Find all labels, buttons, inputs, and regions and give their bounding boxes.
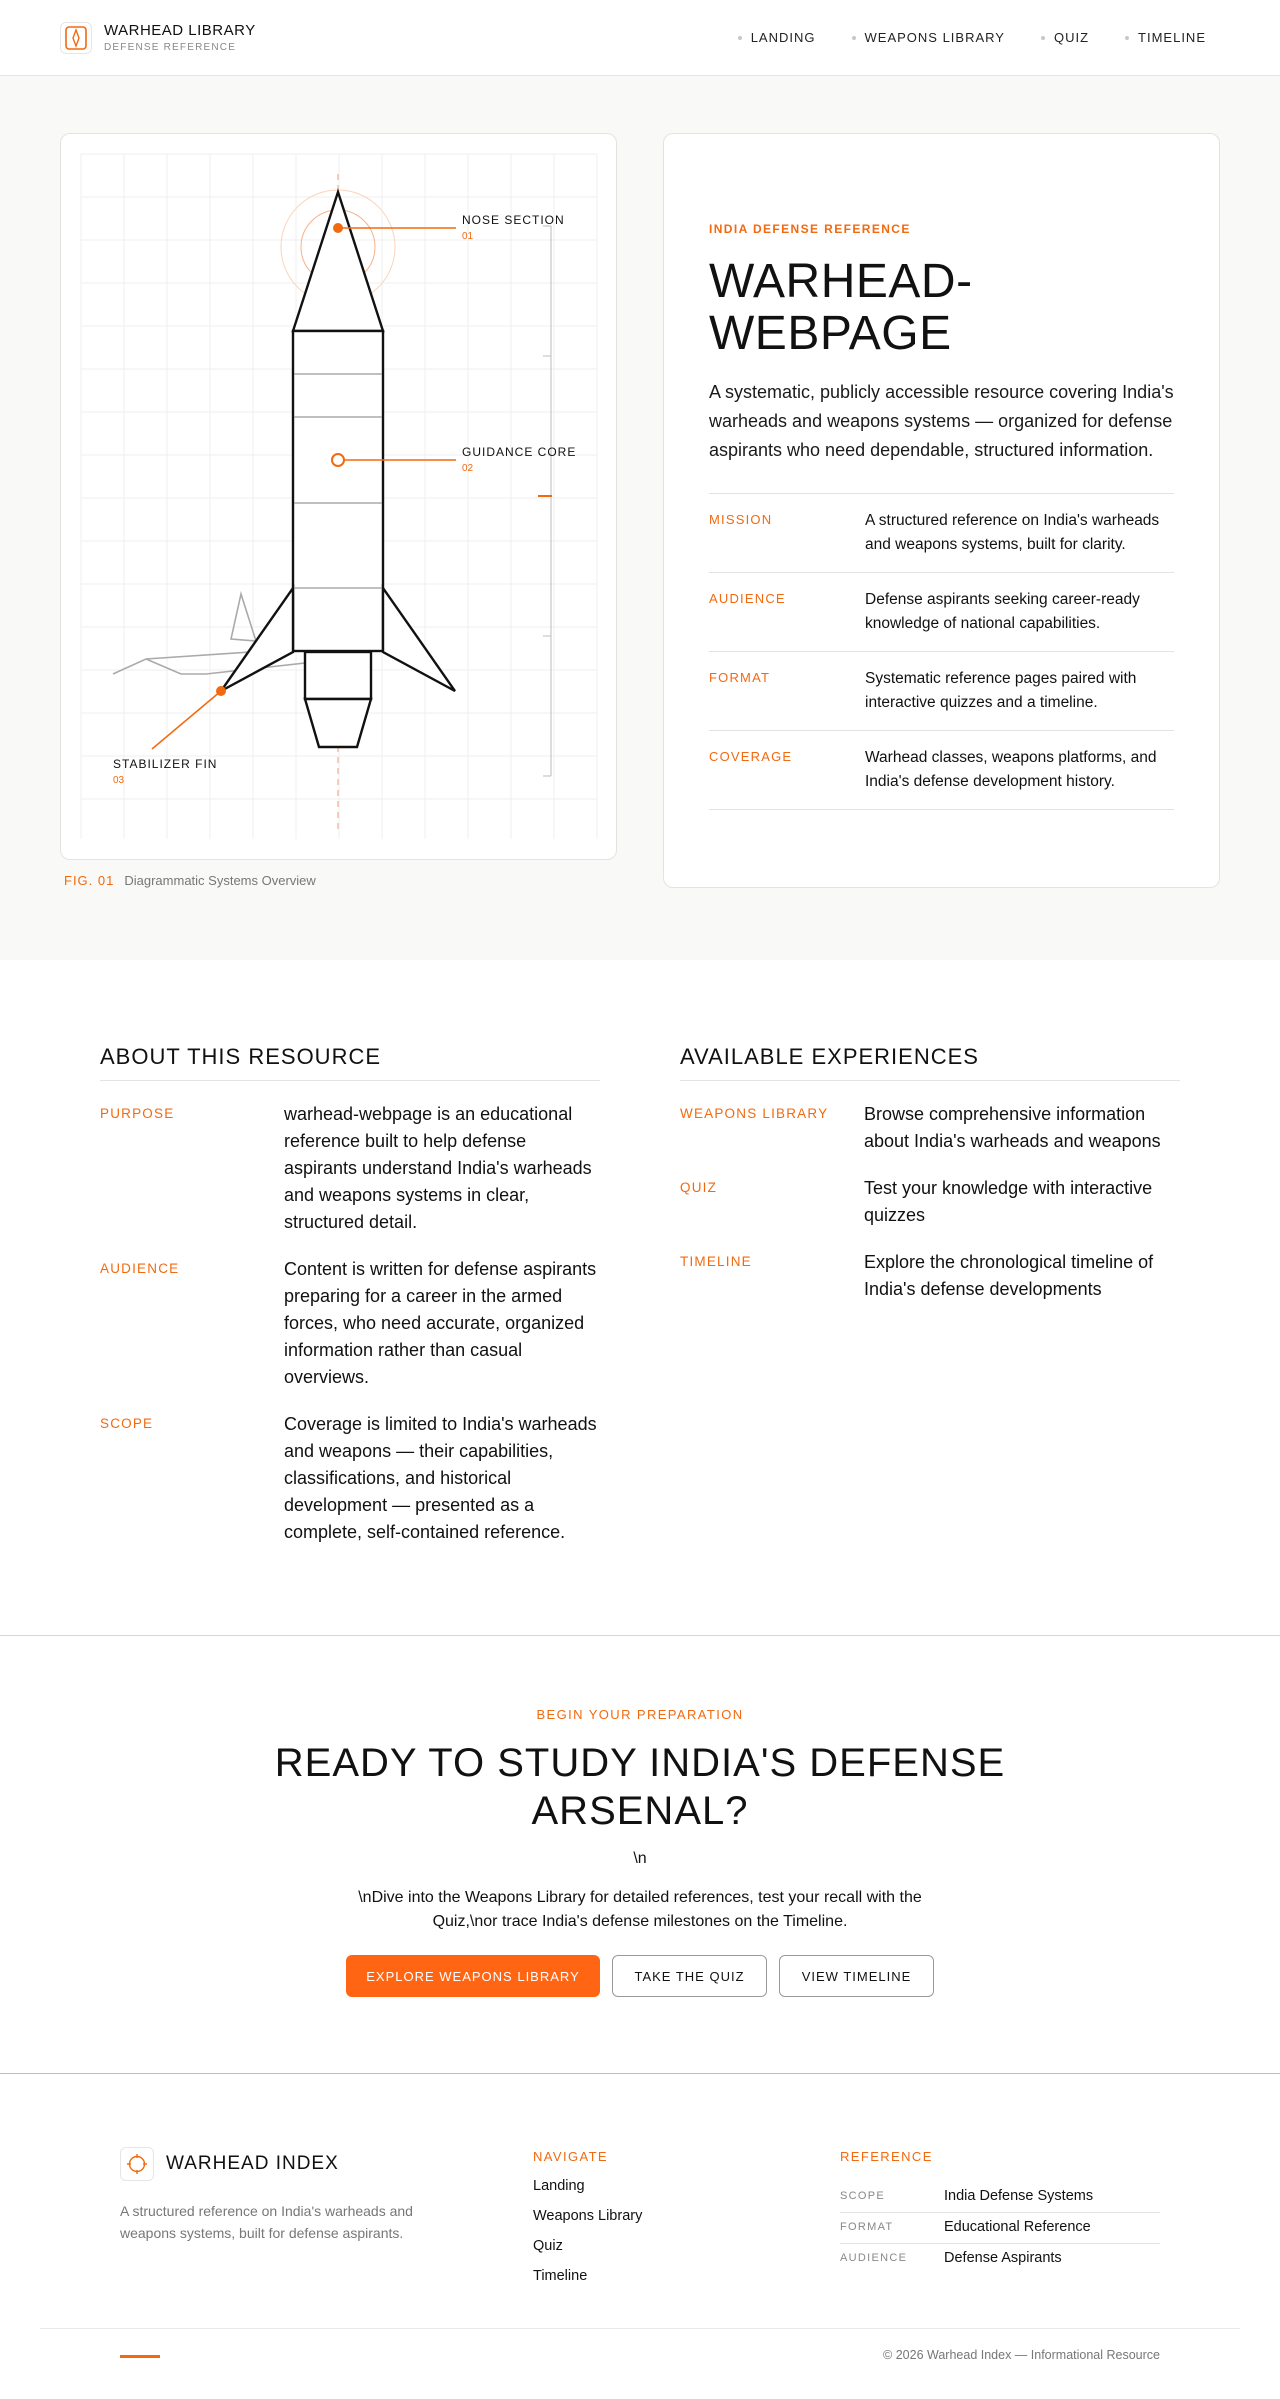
experiences-column [680,1044,1180,1323]
bullet-dot-icon [738,36,742,40]
missile-diagram [61,134,617,860]
footer-link-quiz[interactable]: Quiz [533,2238,563,2254]
info-value: Warhead classes, weapons platforms, and India's defense development history. [865,749,1157,790]
footer-ref-row [840,2182,1160,2213]
site-footer [0,2074,1280,2378]
explore-weapons-library-button[interactable]: EXPLORE WEAPONS LIBRARY [346,1955,600,1997]
info-key: AUDIENCE [709,591,786,606]
brand-name: WARHEAD LIBRARY [104,22,256,39]
missile-diagram-card [60,133,617,860]
footer-ref-row [840,2244,1160,2274]
experience-row-quiz[interactable] [680,1175,1180,1229]
site-header [0,0,1280,76]
footer-ref-row [840,2213,1160,2244]
nav-weapons-library[interactable] [852,30,1005,45]
info-value: Systematic reference pages paired with interactive quizzes and a timeline. [865,670,1137,711]
footer-ref-value: Defense Aspirants [944,2250,1062,2266]
nav-quiz[interactable] [1041,30,1089,45]
bullet-dot-icon [1041,36,1045,40]
footer-divider [40,2328,1240,2329]
experience-row-timeline[interactable] [680,1249,1180,1303]
footer-ref-value: Educational Reference [944,2219,1091,2235]
nose-callout-marker [333,223,343,233]
info-key: MISSION [709,512,773,527]
about-section [0,960,1280,1636]
callout-guidance-label: GUIDANCE CORE [462,445,577,459]
about-title: ABOUT THIS RESOURCE [100,1044,600,1081]
cta-description: \nDive into the Weapons Library for detailed references, test your recall with the Quiz,\nor trace India's defense milestones on the Timeline. [358,1889,922,1930]
info-key: FORMAT [709,670,771,685]
bullet-dot-icon [1125,36,1129,40]
footer-description: A structured reference on India's warheads and weapons systems, built for defense aspirants. [120,2203,413,2241]
footer-ref-key: AUDIENCE [840,2252,908,2264]
info-value: Defense aspirants seeking career-ready knowledge of national capabilities. [865,591,1140,632]
info-row-mission [709,494,1174,573]
cta-stray-text: \n [633,1850,647,1867]
hero-section [0,76,1280,960]
nav-landing[interactable] [738,30,816,45]
footer-ref-key: SCOPE [840,2190,886,2202]
cta-eyebrow: BEGIN YOUR PREPARATION [536,1707,744,1722]
about-key: PURPOSE [100,1106,175,1121]
footer-brand[interactable] [120,2147,339,2181]
figure-caption-text: Diagrammatic Systems Overview [124,873,316,888]
experiences-title: AVAILABLE EXPERIENCES [680,1044,1180,1081]
callout-fin-label: STABILIZER FIN [113,757,218,771]
experience-value: Browse comprehensive information about India's warheads and weapons [864,1104,1161,1151]
fin-callout-marker [216,686,226,696]
callout-fin-num: 03 [113,775,125,786]
bullet-dot-icon [852,36,856,40]
callout-nose-num: 01 [462,231,474,242]
footer-link-timeline[interactable]: Timeline [533,2268,588,2284]
hero-description: A systematic, publicly accessible resource covering India's warheads and weapons systems — organized for defense aspirants who need dependable, structured information. [709,382,1174,460]
about-key: AUDIENCE [100,1261,180,1276]
experience-value: Test your knowledge with interactive quizzes [864,1178,1153,1225]
nav-label: LANDING [750,30,816,45]
figure-caption [64,873,316,888]
cta-section [0,1636,1280,2074]
footer-nav-heading: NAVIGATE [533,2149,609,2164]
nav-label: WEAPONS LIBRARY [864,30,1005,45]
nav-label: QUIZ [1053,30,1090,45]
about-value: Content is written for defense aspirants preparing for a career in the armed forces, who need accurate, organized information rather than casual overviews. [284,1259,597,1387]
footer-brand-name: WARHEAD INDEX [166,2153,339,2174]
main-nav [738,30,1220,45]
info-row-format [709,652,1174,731]
about-row-purpose [100,1101,600,1236]
copyright: © 2026 Warhead Index — Informational Resource [883,2348,1160,2362]
footer-link-landing[interactable]: Landing [533,2178,585,2194]
cta-buttons [0,1955,1280,1997]
about-row-audience [100,1256,600,1391]
about-key: SCOPE [100,1416,154,1431]
footer-ref-key: FORMAT [840,2221,894,2233]
guidance-callout-marker [332,454,344,466]
info-row-coverage [709,731,1174,810]
take-quiz-button[interactable]: TAKE THE QUIZ [612,1955,767,1997]
nav-timeline[interactable] [1125,30,1206,45]
footer-reference-heading: REFERENCE [840,2149,933,2164]
nav-label: TIMELINE [1138,30,1206,45]
about-list [100,1101,600,1546]
crosshair-logo-icon [120,2147,154,2181]
experience-key: QUIZ [680,1180,718,1195]
experience-key: TIMELINE [680,1254,752,1269]
about-value: warhead-webpage is an educational reference built to help defense aspirants understand India's warheads and weapons systems in clear, structured detail. [284,1104,592,1232]
experience-row-weapons-library[interactable] [680,1101,1180,1155]
callout-guidance-num: 02 [462,463,474,474]
page-title: WARHEAD-WEBPAGE [709,255,973,360]
footer-accent-bar [120,2355,160,2358]
hero-eyebrow: INDIA DEFENSE REFERENCE [709,222,911,236]
footer-reference-table [840,2182,1160,2274]
brand[interactable] [60,22,256,54]
warhead-logo-icon [60,22,92,54]
footer-link-weapons-library[interactable]: Weapons Library [533,2208,643,2224]
info-row-audience [709,573,1174,652]
info-value: A structured reference on India's warheads and weapons systems, built for clarity. [865,512,1160,553]
about-value: Coverage is limited to India's warheads and weapons — their capabilities, classifications, and historical development — presented as a complete, self-contained reference. [284,1414,597,1542]
about-row-scope [100,1411,600,1546]
about-column [100,1044,600,1566]
cta-title: READY TO STUDY INDIA'S DEFENSE ARSENAL? [274,1741,1006,1833]
callout-nose-label: NOSE SECTION [462,213,565,227]
figure-number: FIG. 01 [64,873,115,888]
hero-info-table [709,493,1174,810]
hero-info-card [663,133,1220,888]
footer-reference [840,2149,1160,2274]
experience-value: Explore the chronological timeline of India's defense developments [864,1252,1154,1299]
experiences-list [680,1101,1180,1303]
info-key: COVERAGE [709,749,793,764]
brand-subtitle: DEFENSE REFERENCE [104,42,237,53]
footer-nav [533,2149,642,2284]
footer-ref-value: India Defense Systems [944,2188,1094,2204]
experience-key: WEAPONS LIBRARY [680,1106,829,1121]
view-timeline-button[interactable]: VIEW TIMELINE [779,1955,934,1997]
